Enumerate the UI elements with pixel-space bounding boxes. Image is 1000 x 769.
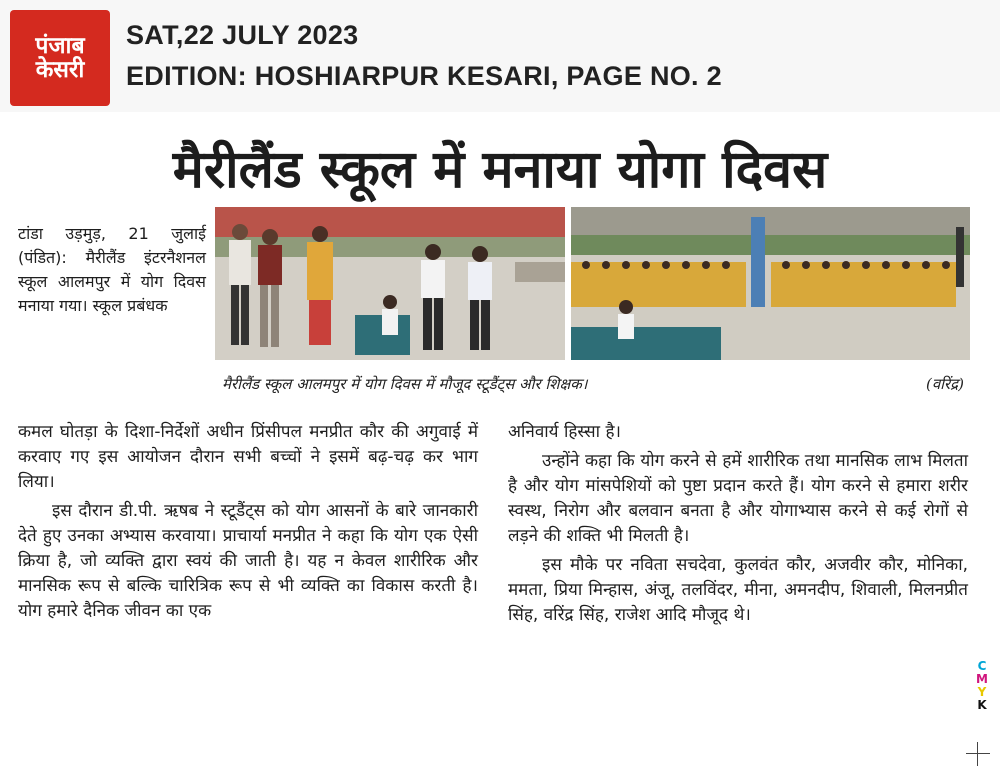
right-paragraph-1: अनिवार्य हिस्सा है। [508, 422, 621, 442]
left-paragraph-2: इस दौरान डी.पी. ऋषब ने स्टूडैंट्स को योग आसनों के बारे जानकारी देते हुए उनका अभ्यास करवाया। प्राचार्या मनप्रीत ने कहा कि योग एक ऐसी क्रिया है, जो व्यक्ति द्वारा स्वयं की जाती है। यह न केवल शारीरिक और मानसिक रूप से बल्कि चारित्रिक रूप से भी व्यक्ति का विकास करती है। योग हमारे दैनिक जीवन का एक [18, 501, 478, 621]
article-right-column [508, 420, 968, 632]
edition-info: EDITION: HOSHIARPUR KESARI, PAGE NO. 2 [126, 61, 722, 91]
logo-line1: पंजाब [35, 32, 85, 59]
right-paragraph-2: उन्होंने कहा कि योग करने से हमें शारीरिक तथा मानसिक लाभ मिलता है और योग मांसपेशियों को पुष्टा प्रदान करते हैं। योग करने से हमारा शरीर स्वस्थ, निरोग और बलवान बनता है और योगाभ्यास करने से कई रोगों से लड़ने की शक्ति भी मिलती है। [508, 451, 968, 546]
cmyk-letter-c: C [977, 659, 987, 673]
photo-credit: (वरिंद्र) [925, 375, 964, 393]
publication-date: SAT,22 JULY 2023 [126, 20, 359, 50]
cmyk-letter-y: Y [977, 685, 987, 699]
right-paragraph-3: इस मौके पर नविता सचदेवा, कुलवंत कौर, अजवीर कौर, मोनिका, ममता, प्रिया मिन्हास, अंजू, तलविंदर, मीना, अमनदीप, शिवाली, मिलनप्रीत सिंह, वरिंद्र सिंह, राजेश आदि मौजूद थे। [508, 555, 968, 625]
photo-teachers-students [215, 207, 565, 360]
registration-crosshair-icon [966, 742, 990, 766]
punjab-kesari-logo [10, 10, 110, 106]
lead-paragraph: टांडा उड़मुड़, 21 जुलाई (पंडित): मैरीलैंड इंटरनैशनल स्कूल आलमपुर में योग दिवस मनाया गया। स्कूल प्रबंधक [18, 224, 206, 315]
caption-text: मैरीलैंड स्कूल आलमपुर में योग दिवस में मौजूद स्टूडैंट्स और शिक्षक। [222, 375, 588, 393]
article-lead [18, 222, 206, 322]
edition-meta [126, 20, 722, 92]
logo-line2: केसरी [35, 57, 85, 83]
article-left-column [18, 420, 478, 628]
photo-left-image [215, 207, 565, 360]
article-headline: मैरीलैंड स्कूल में मनाया योगा दिवस [172, 140, 828, 200]
cmyk-print-mark [973, 660, 991, 712]
cmyk-letter-m: M [976, 672, 988, 686]
photo-caption [222, 374, 972, 394]
article-photos [215, 207, 970, 360]
left-paragraph-1: कमल घोतड़ा के दिशा-निर्देशों अधीन प्रिंसीपल मनप्रीत कौर की अगुवाई में करवाए गए इस आयोजन दौरान सभी बच्चों ने इसमें बढ़-चढ़ कर भाग लिया। [18, 422, 478, 492]
masthead [0, 0, 1000, 112]
cmyk-letter-k: K [977, 698, 987, 712]
photo-right-image [571, 207, 970, 360]
photo-students-group [571, 207, 970, 360]
